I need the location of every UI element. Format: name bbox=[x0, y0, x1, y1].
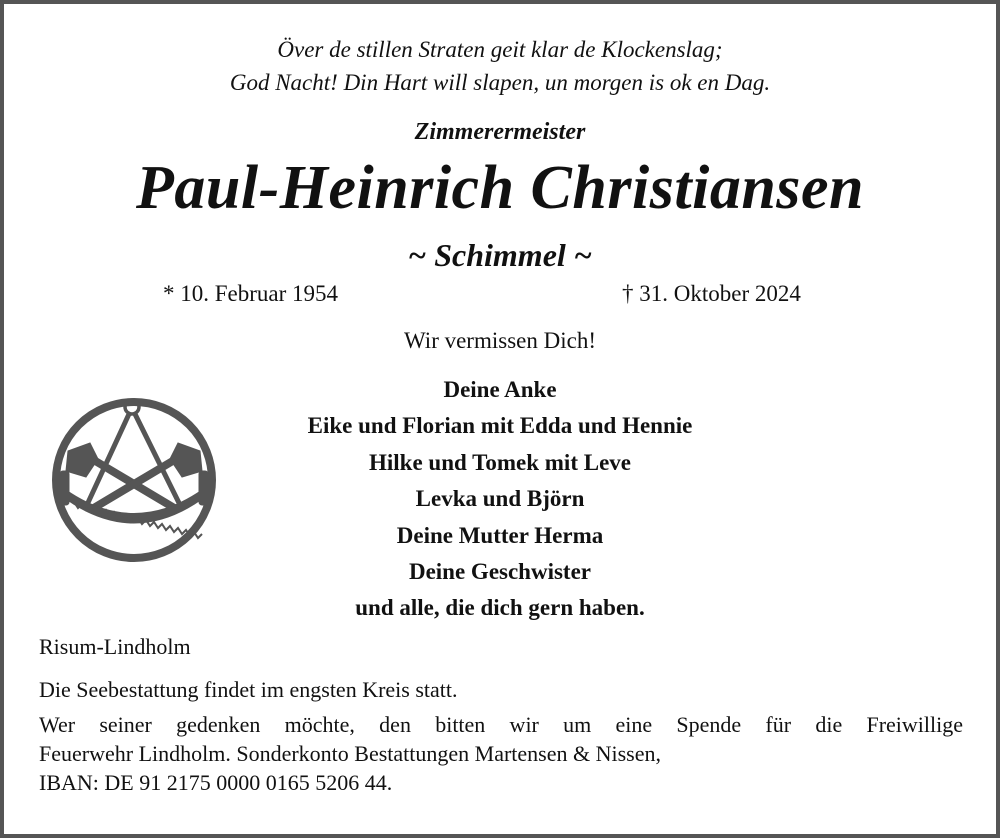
burial-note: Die Seebestattung findet im engsten Kreis statt. bbox=[39, 677, 458, 702]
mourner-line: Deine Anke bbox=[443, 377, 557, 402]
death-date: † 31. Oktober 2024 bbox=[622, 281, 801, 306]
verse-line-1: Över de stillen Straten geit klar de Klockenslag; bbox=[277, 37, 723, 62]
mourner-line: Eike und Florian mit Edda und Hennie bbox=[307, 413, 693, 439]
nickname: ~ Schimmel ~ bbox=[407, 237, 593, 273]
mourner-line: Hilke und Tomek mit Leve bbox=[369, 449, 631, 475]
place-name: Risum-Lindholm bbox=[39, 634, 191, 659]
carpenter-guild-emblem-icon bbox=[44, 397, 224, 562]
donation-iban: IBAN: DE 91 2175 0000 0165 5206 44. bbox=[39, 770, 393, 795]
donation-line-2: Feuerwehr Lindholm. Sonderkonto Bestattungen Martensen & Nissen, bbox=[39, 741, 662, 766]
donation-line-1: Wer seiner gedenken möchte, den bitten wir um eine Spende für die Freiwillige bbox=[39, 712, 963, 737]
donation-note bbox=[39, 710, 963, 797]
memorial-message: Wir vermissen Dich! bbox=[404, 328, 596, 353]
mourner-line: Deine Geschwister bbox=[408, 558, 592, 584]
deceased-name: Paul-Heinrich Christiansen bbox=[136, 154, 864, 222]
profession: Zimmerermeister bbox=[414, 119, 586, 145]
mourner-line: Deine Mutter Herma bbox=[396, 522, 604, 548]
birth-date: * 10. Februar 1954 bbox=[163, 281, 339, 306]
mourner-line: Levka und Björn bbox=[415, 486, 585, 512]
verse-line-2: God Nacht! Din Hart will slapen, un morgen is ok en Dag. bbox=[229, 70, 771, 95]
mourner-line: und alle, die dich gern haben. bbox=[355, 595, 645, 621]
